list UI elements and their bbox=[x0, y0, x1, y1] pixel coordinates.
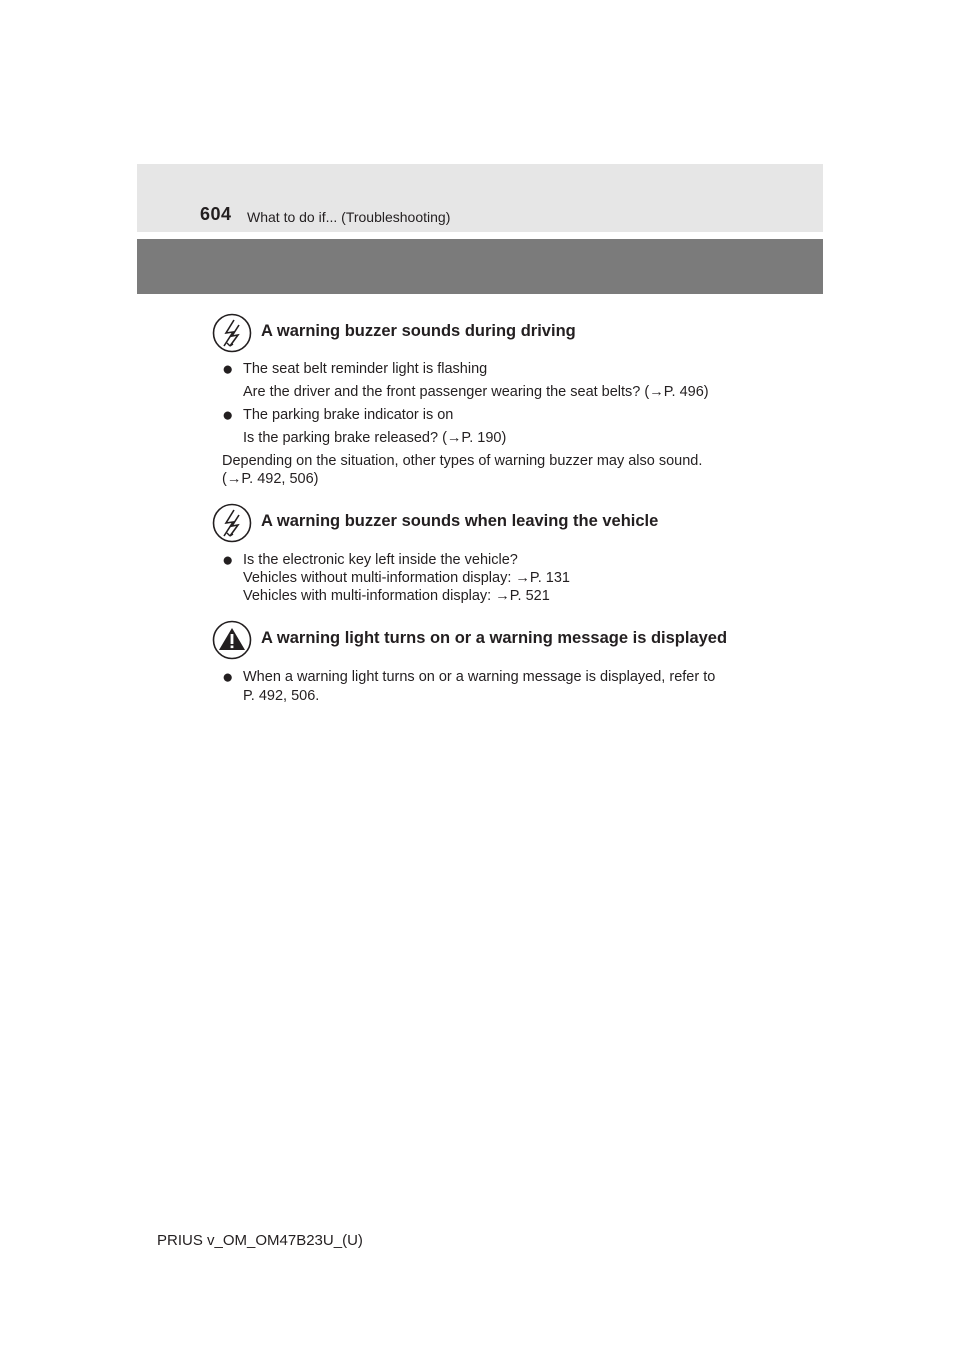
buzzer-sound-icon bbox=[212, 313, 252, 353]
item-text: P. 492, 506. bbox=[243, 688, 320, 704]
section-heading: A warning light turns on or a warning message is displayed bbox=[261, 629, 728, 647]
page-number: 604 bbox=[200, 204, 232, 224]
note-text: Depending on the situation, other types of warning buzzer may also sound. bbox=[222, 453, 703, 469]
note-text: (→P. 492, 506) bbox=[222, 471, 319, 487]
item-text: The seat belt reminder light is flashing bbox=[243, 361, 488, 377]
bullet-marker: ● bbox=[222, 359, 234, 380]
header-band bbox=[137, 164, 823, 232]
item-text: Is the electronic key left inside the vehicle? bbox=[243, 552, 518, 568]
warning-triangle-icon bbox=[212, 620, 252, 660]
section-heading: A warning buzzer sounds when leaving the vehicle bbox=[261, 512, 659, 530]
item-text: Vehicles without multi-information display: →P. 131 bbox=[243, 570, 570, 586]
item-text: Vehicles with multi-information display: →P. 521 bbox=[243, 588, 550, 604]
buzzer-sound-icon bbox=[212, 503, 252, 543]
item-text: When a warning light turns on or a warning message is displayed, refer to bbox=[243, 669, 716, 685]
document-code: PRIUS v_OM_OM47B23U_(U) bbox=[157, 1232, 363, 1249]
item-text: The parking brake indicator is on bbox=[243, 407, 454, 423]
bullet-marker: ● bbox=[222, 405, 234, 426]
section-title: What to do if... (Troubleshooting) bbox=[247, 209, 451, 225]
section-heading: A warning buzzer sounds during driving bbox=[261, 322, 576, 340]
item-text: Are the driver and the front passenger wearing the seat belts? (→P. 496) bbox=[243, 384, 709, 400]
item-text: Is the parking brake released? (→P. 190) bbox=[243, 430, 507, 446]
title-bar bbox=[137, 239, 823, 294]
bullet-marker: ● bbox=[222, 667, 234, 688]
bullet-marker: ● bbox=[222, 550, 234, 571]
